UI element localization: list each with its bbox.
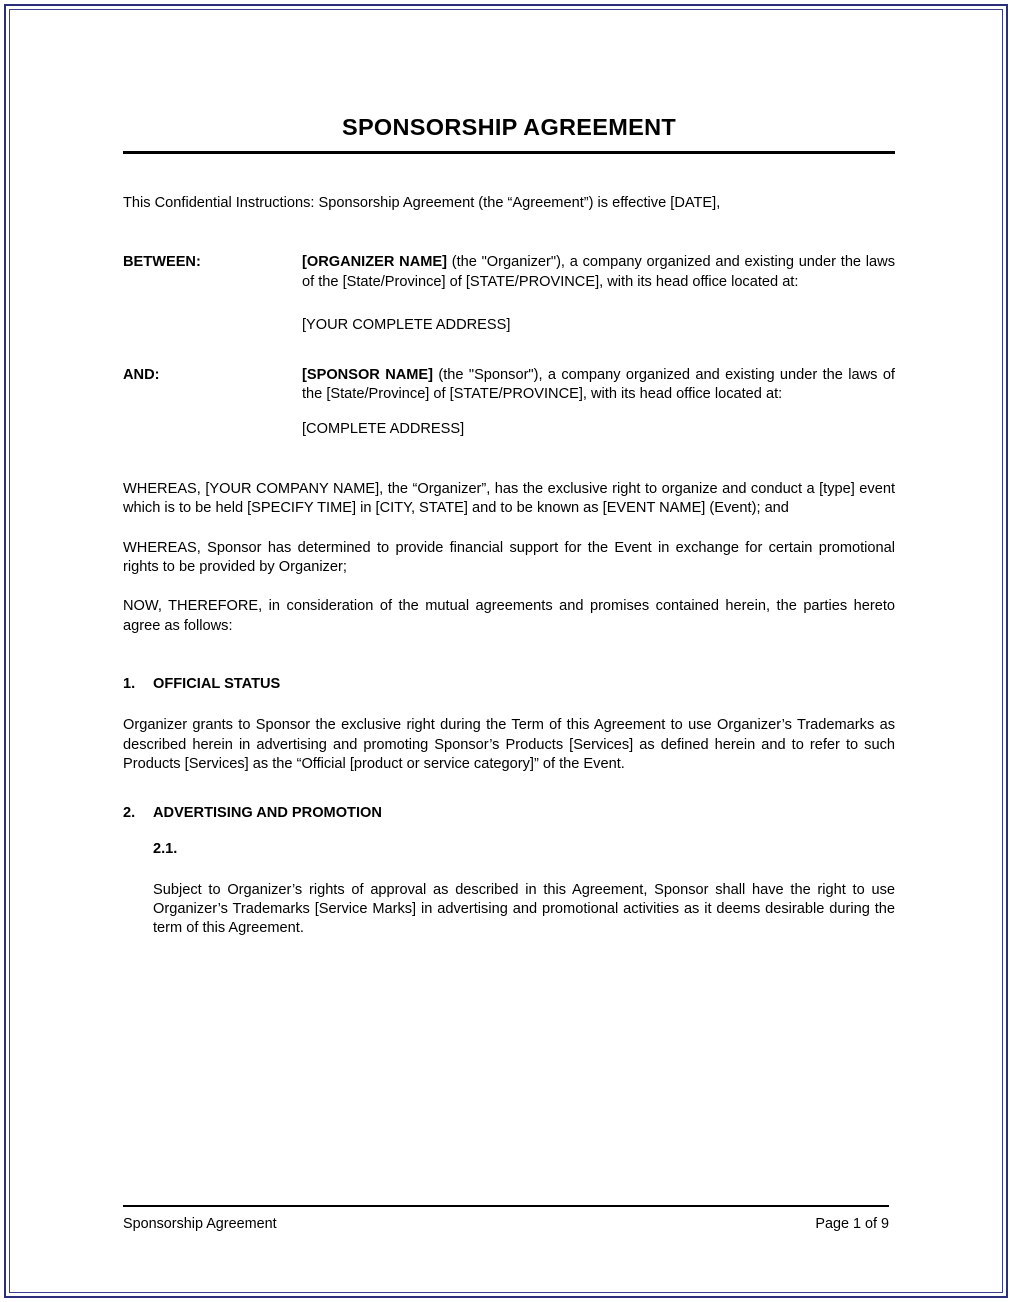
section-heading-1 [123, 676, 895, 692]
page-border-inner [9, 9, 1003, 1293]
footer-page-number: Page 1 of 9 [815, 1216, 889, 1232]
recital-whereas-1: WHEREAS, [YOUR COMPANY NAME], the “Organizer”, has the exclusive right to organize and conduct a [type] event which is to be held [SPECIFY TIME] in [CITY, STATE] and to be known as [EVENT NAME] (Event); and [123, 480, 895, 517]
section-number-2: 2. [123, 804, 136, 821]
intro-paragraph: This Confidential Instructions: Sponsorship Agreement (the “Agreement”) is effective [DATE], [123, 195, 721, 211]
party-text-and [302, 366, 895, 405]
party-block-between [123, 253, 895, 292]
section-title-1: OFFICIAL STATUS [153, 676, 281, 693]
document-content [123, 114, 895, 939]
spacer [123, 636, 895, 676]
page-title: SPONSORSHIP AGREEMENT [341, 114, 677, 140]
spacer [123, 336, 895, 366]
footer-row [123, 1216, 889, 1232]
party-address-organizer: [YOUR COMPLETE ADDRESS] [302, 317, 511, 334]
footer-document-name: Sponsorship Agreement [123, 1216, 277, 1232]
section-number-1: 1. [123, 676, 136, 693]
section-title-2: ADVERTISING AND PROMOTION [153, 804, 382, 821]
page-footer [123, 1205, 889, 1232]
spacer [123, 154, 895, 194]
party-label-and: AND: [123, 366, 160, 383]
recital-now-therefore: NOW, THEREFORE, in consideration of the mutual agreements and promises contained herein, the parties hereto agree as follows: [123, 598, 895, 634]
subsection-body-2-1: Subject to Organizer’s rights of approval as described in this Agreement, Sponsor shall have the right to use Organizer’s Trademarks [Service Marks] in advertising and promotional activities as it deems desirable during the term of this Agreement. [153, 881, 895, 937]
spacer [123, 775, 895, 805]
section-body-1: Organizer grants to Sponsor the exclusive right during the Term of this Agreement to use Organizer’s Trademarks as described herein in advertising and promoting Sponsor’s Products [Services] as defined herein and to refer to such Products [Services] as the “Official [product or service category]” of the Event. [123, 717, 895, 773]
party-label-between: BETWEEN: [123, 254, 201, 271]
spacer [123, 213, 895, 253]
spacer [123, 692, 895, 716]
party-rest-sponsor: (the "Sponsor"), a company organized and existing under the laws of the [State/Province] of [STATE/PROVINCE], with its head office located at: [302, 366, 895, 403]
party-address-sponsor: [COMPLETE ADDRESS] [302, 421, 465, 438]
spacer [123, 577, 895, 597]
recital-whereas-2: WHEREAS, Sponsor has determined to provide financial support for the Event in exchange for certain promotional rights to be provided by Organizer; [123, 539, 895, 576]
spacer [123, 821, 895, 841]
page-border-outer [4, 4, 1008, 1298]
section-heading-2 [123, 805, 895, 821]
spacer [123, 404, 895, 420]
spacer [123, 519, 895, 539]
subsection-number-2-1: 2.1. [153, 840, 178, 857]
spacer [123, 440, 895, 480]
spacer [123, 857, 895, 881]
document-page [10, 10, 1002, 1292]
footer-divider [123, 1205, 889, 1207]
party-strong-sponsor: [SPONSOR NAME] [302, 366, 434, 383]
party-strong-organizer: [ORGANIZER NAME] [302, 254, 447, 271]
party-rest-organizer: (the "Organizer"), a company organized and existing under the laws of the [State/Province] of [STATE/PROVINCE], with its head office located at: [302, 254, 895, 290]
spacer [123, 292, 895, 316]
party-text-between [302, 253, 895, 292]
party-block-and [123, 366, 895, 405]
